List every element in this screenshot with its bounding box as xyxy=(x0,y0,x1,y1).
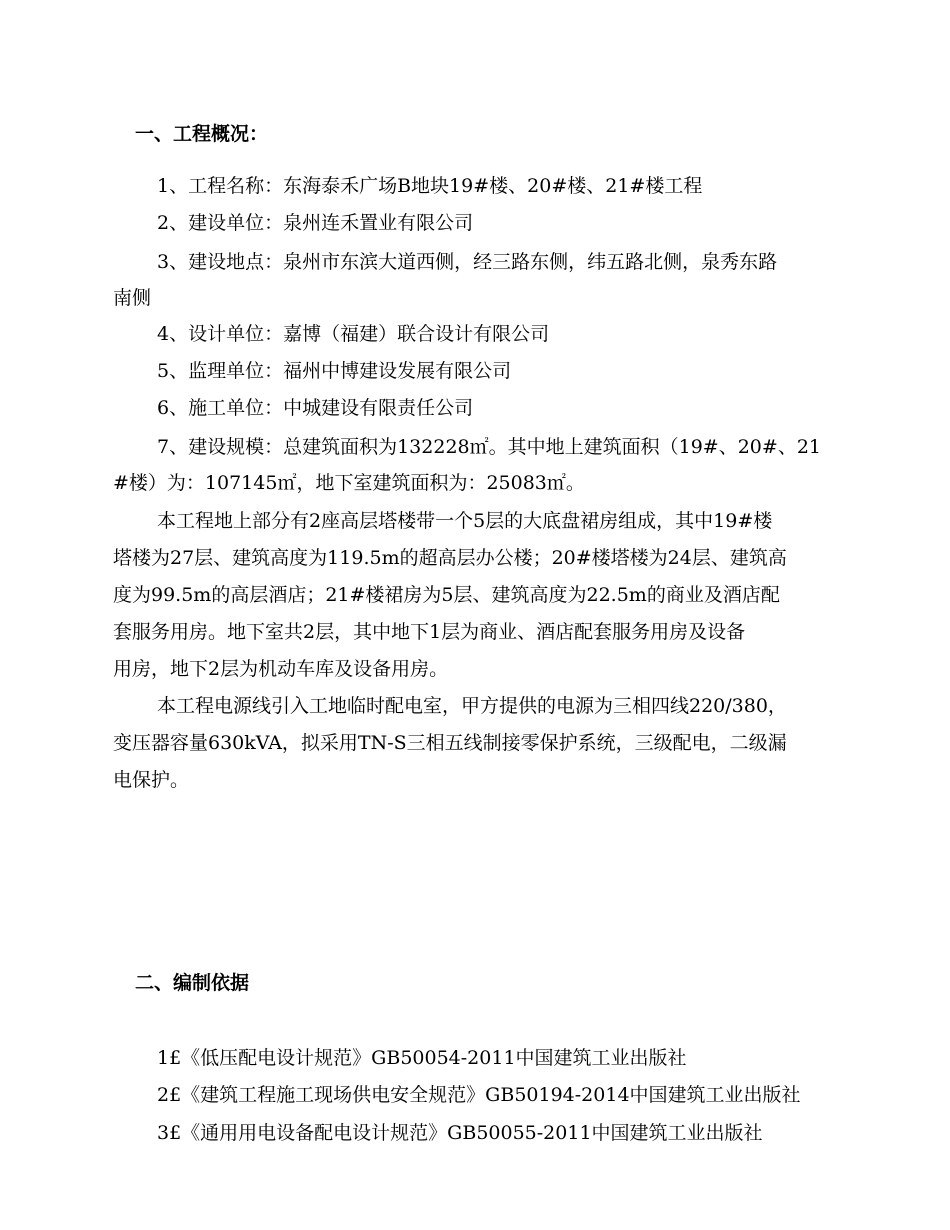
design-unit: 4、设计单位：嘉博（福建）联合设计有限公司 xyxy=(157,323,550,345)
supervision-unit: 5、监理单位：福州中博建设发展有限公司 xyxy=(157,360,512,382)
contractor-unit: 6、施工单位：中城建设有限责任公司 xyxy=(157,397,474,419)
section-heading-overview: 一、工程概况： xyxy=(135,123,269,145)
construction-scale-cont: #楼）为：107145㎡，地下室建筑面积为：25083㎡。 xyxy=(113,472,585,494)
power-paragraph-line: 电保护。 xyxy=(113,769,190,791)
power-paragraph-line: 变压器容量630kVA，拟采用TN-S三相五线制接零保护系统，三级配电，二级漏 xyxy=(113,732,787,754)
construction-site: 3、建设地点：泉州市东滨大道西侧，经三路东侧，纬五路北侧，泉秀东路 xyxy=(157,251,778,273)
reference-item: 2£《建筑工程施工现场供电安全规范》GB50194-2014中国建筑工业出版社 xyxy=(157,1084,801,1106)
reference-item: 3£《通用用电设备配电设计规范》GB50055-2011中国建筑工业出版社 xyxy=(157,1122,763,1144)
overview-paragraph-line: 套服务用房。地下室共2层，其中地下1层为商业、酒店配套服务用房及设备 xyxy=(113,621,746,643)
reference-item: 1£《低压配电设计规范》GB50054-2011中国建筑工业出版社 xyxy=(157,1047,687,1069)
construction-site-cont: 南侧 xyxy=(113,287,152,309)
overview-paragraph-line: 用房，地下2层为机动车库及设备用房。 xyxy=(113,658,449,680)
construction-unit: 2、建设单位：泉州连禾置业有限公司 xyxy=(157,212,474,234)
overview-paragraph-line: 本工程地上部分有2座高层塔楼带一个5层的大底盘裙房组成，其中19#楼 xyxy=(157,510,773,532)
overview-paragraph-line: 度为99.5m的高层酒店；21#楼裙房为5层、建筑高度为22.5m的商业及酒店配 xyxy=(113,584,780,606)
overview-paragraph-line: 塔楼为27层、建筑高度为119.5m的超高层办公楼；20#楼塔楼为24层、建筑高 xyxy=(113,547,787,569)
project-name: 1、工程名称：东海泰禾广场B地块19#楼、20#楼、21#楼工程 xyxy=(157,175,703,197)
power-paragraph-line: 本工程电源线引入工地临时配电室，甲方提供的电源为三相四线220/380， xyxy=(157,695,787,717)
section-heading-basis: 二、编制依据 xyxy=(135,972,250,994)
construction-scale: 7、建设规模：总建筑面积为132228㎡。其中地上建筑面积（19#、20#、21 xyxy=(157,436,821,458)
